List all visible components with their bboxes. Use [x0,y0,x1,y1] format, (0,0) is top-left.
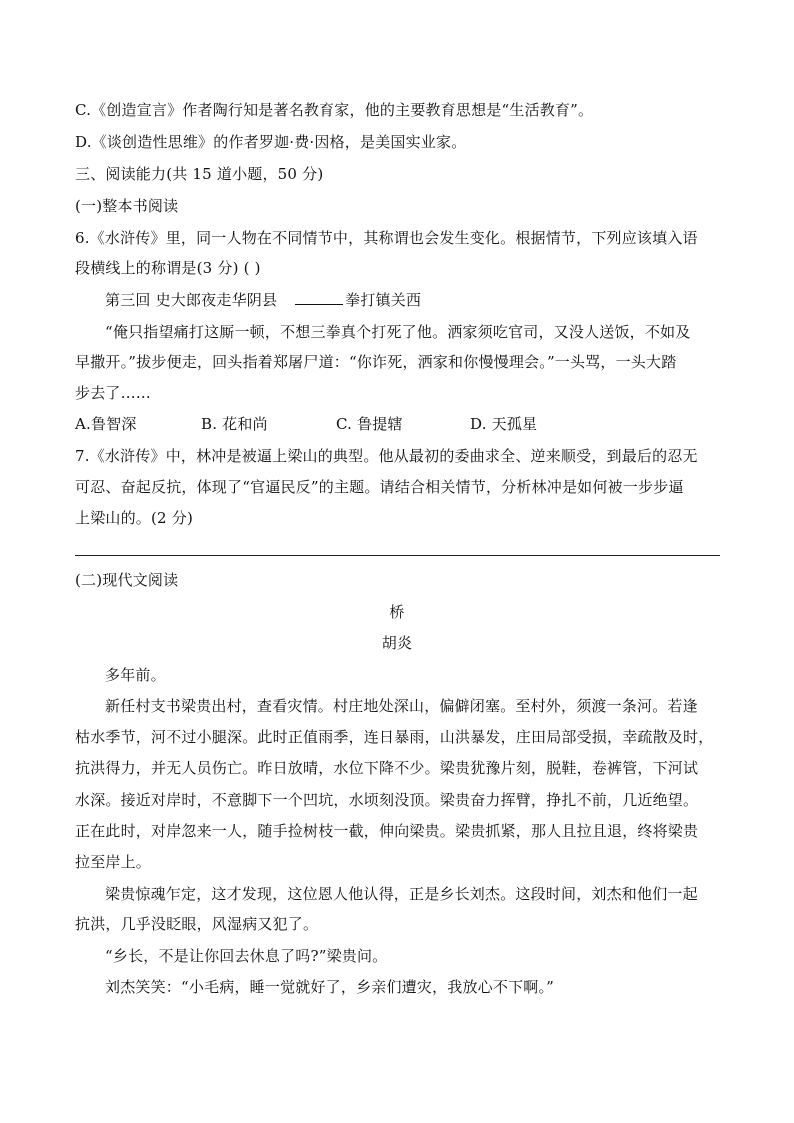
excerpt-line-3: 步去了…… [75,384,152,402]
subsection-heading-modern: (二)现代文阅读 [75,571,179,589]
option-d-line: D.《谈创造性思维》的作者罗迦·费·因格，是美国实业家。 [75,133,467,151]
option-d[interactable]: D. 天孤星 [470,415,538,433]
excerpt-line-2: 早撒开。”拔步便走，回头指着郑屠尸道：“你诈死，洒家和你慢慢理会。”一头骂，一头大踏 [75,353,677,371]
fill-blank[interactable] [295,290,343,305]
question-7-line-1: 7.《水浒传》中，林冲是被逼上梁山的典型。他从最初的委曲求全、逆来顺受，到最后的忍无 [75,447,698,465]
paragraph-2-line-5: 正在此时，对岸忽来一人，随手捡树枝一截，伸向梁贵。梁贵抓紧，那人且拉且退，终将梁贵 [75,822,699,840]
paragraph-5: 刘杰笑笑：“小毛病，睡一觉就好了，乡亲们遭灾，我放心不下啊。” [105,978,555,996]
question-7-line-3: 上梁山的。(2 分) [75,509,194,527]
paragraph-2-line-4: 水深。接近对岸时，不意脚下一个凹坑，水顷刻没顶。梁贵奋力挥臂，挣扎不前，几近绝望。 [75,791,699,809]
paragraph-2-line-1: 新任村支书梁贵出村，查看灾情。村庄地处深山，偏僻闭塞。至村外，须渡一条河。若逢 [105,697,698,715]
article-author: 胡炎 [381,634,413,652]
option-a[interactable]: A.鲁智深 [75,415,137,433]
excerpt-line-1: “俺只指望痛打这厮一顿，不想三拳真个打死了他。洒家须吃官司，又没人送饭，不如及 [105,323,691,341]
paragraph-2-line-3: 抗洪得力，并无人员伤亡。昨日放晴，水位下降不少。梁贵犹豫片刻，脱鞋，卷裤管，下河试 [75,759,699,777]
paragraph-3-line-2: 抗洪，几乎没眨眼，风湿病又犯了。 [75,915,319,933]
article-title: 桥 [389,603,405,621]
chapter-title-line [105,290,421,310]
paragraph-4: “乡长，不是让你回去休息了吗?”梁贵问。 [105,947,388,965]
chapter-title-left: 第三回 史大郎夜走华阴县 [105,291,278,309]
section-heading: 三、阅读能力(共 15 道小题，50 分) [75,165,324,183]
option-c-line: C.《创造宣言》作者陶行知是著名教育家，他的主要教育思想是“生活教育”。 [75,101,594,119]
subsection-heading-whole-book: (一)整本书阅读 [75,197,179,215]
question-7-line-2: 可忍、奋起反抗，体现了“官逼民反”的主题。请结合相关情节，分析林冲是如何被一步步逼 [75,478,684,496]
question-6-line-1: 6.《水浒传》里，同一人物在不同情节中，其称谓也会发生变化。根据情节，下列应该填入语 [75,229,698,247]
paragraph-2-line-2: 枯水季节，河不过小腿深。此时正值雨季，连日暴雨，山洪暴发，庄田局部受损，幸疏散及时， [75,728,714,746]
paragraph-2-line-6: 拉至岸上。 [75,853,152,871]
option-c[interactable]: C. 鲁提辖 [336,415,403,433]
chapter-title-right: 拳打镇关西 [345,291,422,309]
question-6-line-2: 段横线上的称谓是(3 分) ( ) [75,259,261,277]
paragraph-1: 多年前。 [105,666,166,684]
option-b[interactable]: B. 花和尚 [201,415,268,433]
answer-options [75,414,537,434]
paragraph-3-line-1: 梁贵惊魂乍定，这才发现，这位恩人他认得，正是乡长刘杰。这段时间，刘杰和他们一起 [105,885,698,903]
divider-line [75,555,720,556]
